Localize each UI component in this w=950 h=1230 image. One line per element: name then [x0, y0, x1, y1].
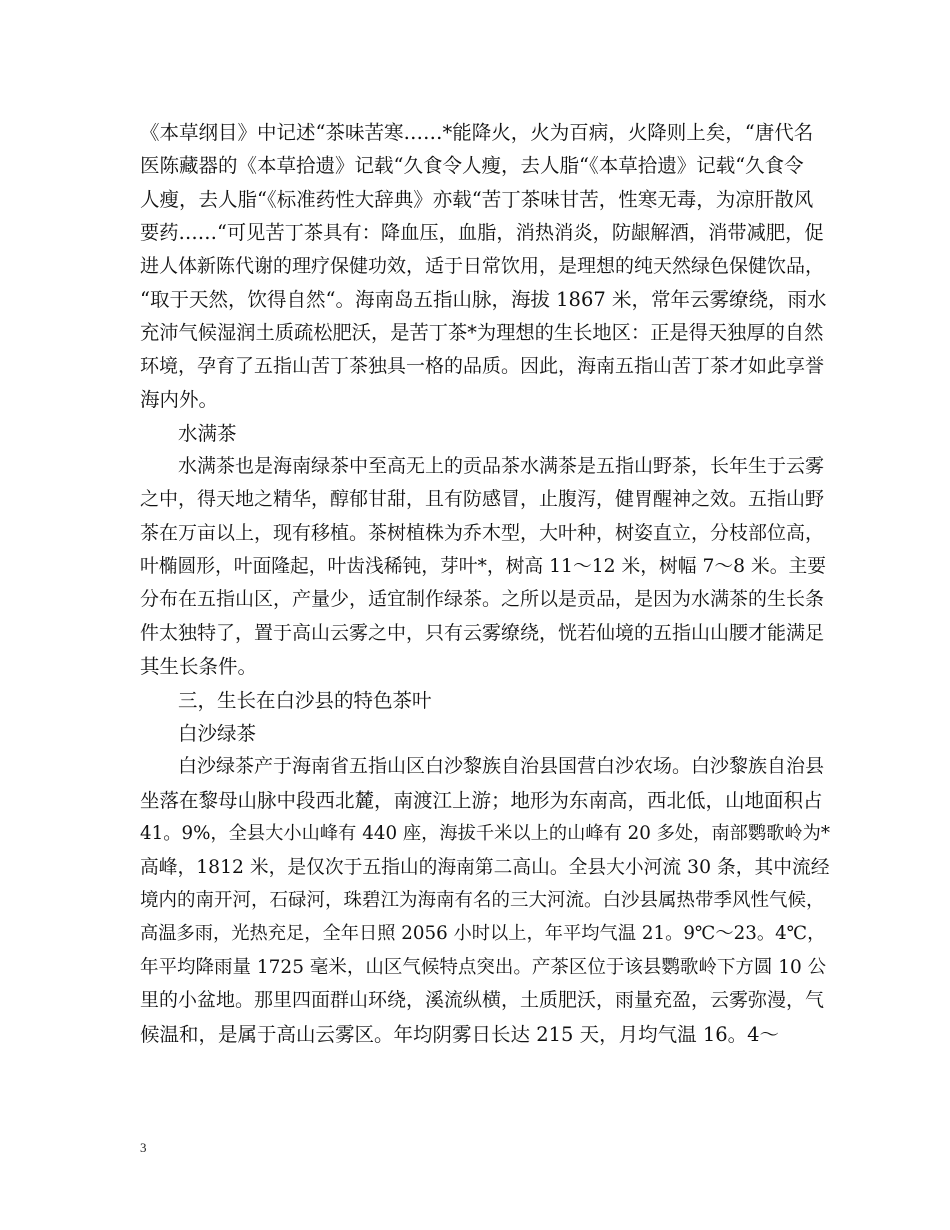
text-line: 人瘦，去人脂“《标准药性大辞典》亦载“苦丁茶味甘苦，性寒无毒，为凉肝散风 [140, 187, 814, 211]
text-line: 分布在五指山区，产量少，适宜制作绿茶。之所以是贡品，是因为水满茶的生长条 [140, 588, 825, 611]
text-line: 茶在万亩以上，现有移植。茶树植株为乔木型，大叶种，树姿直立，分枝部位高， [140, 521, 825, 544]
text-line: 41。9%，全县大小山峰有 440 座，海拔千米以上的山峰有 20 多处，南部鹦歌岭为* [140, 823, 831, 845]
text-line: 坐落在黎母山脉中段西北麓，南渡江上游；地形为东南高，西北低，山地面积占 [140, 788, 823, 812]
text-line: 环境，孕育了五指山苦丁茶独具一格的品质。因此，海南五指山苦丁茶才如此享誉 [140, 354, 825, 377]
text-line: 高温多雨，光热充足，全年日照 2056 小时以上，年平均气温 21。9℃～23。4℃， [140, 923, 826, 945]
page-number: 3 [140, 1140, 147, 1155]
text-line: 候温和，是属于高山云雾区。年均阴雾日长达 215 天，月均气温 16。4～ [140, 1022, 780, 1046]
text-line: 进人体新陈代谢的理疗保健功效，适于日常饮用，是理想的纯天然绿色保健饮品， [140, 254, 825, 277]
text-line: 件太独特了，置于高山云雾之中，只有云雾缭绕，恍若仙境的五指山山腰才能满足 [140, 621, 825, 644]
text-line: 高峰，1812 米，是仅次于五指山的海南第二高山。全县大小河流 30 条，其中流经 [140, 856, 830, 878]
text-line: 之中，得天地之精华，醇郁甘甜，且有防感冒，止腹泻，健胃醒神之效。五指山野 [140, 488, 825, 511]
text-line: 里的小盆地。那里四面群山环绕，溪流纵横，土质肥沃，雨量充盈，云雾弥漫，气 [140, 989, 825, 1012]
text-line: “取于天然，饮得自然“。海南岛五指山脉，海拔 1867 米，常年云雾缭绕，雨水 [140, 287, 827, 311]
text-line: 其生长条件。 [140, 655, 258, 679]
text-line: 要药……“可见苦丁茶具有：降血压，血脂，消热消炎，防龈解酒，消带减肥，促 [140, 221, 824, 245]
text-line: 三，生长在白沙县的特色茶叶 [178, 688, 432, 712]
text-line: 叶椭圆形，叶面隆起，叶齿浅稀钝，芽叶*，树高 11～12 米，树幅 7～8 米。主要 [140, 556, 827, 578]
text-line: 水满茶也是海南绿茶中至高无上的贡品茶水满茶是五指山野茶，长年生于云雾 [178, 454, 825, 477]
text-line: 海内外。 [140, 388, 219, 412]
text-line: 《本草纲目》中记述“茶味苦寒……*能降火，火为百病，火降则上矣，“唐代名 [140, 121, 814, 144]
text-line: 境内的南开河，石碌河，珠碧江为海南有名的三大河流。白沙县属热带季风性气候， [140, 889, 825, 911]
text-line: 白沙绿茶产于海南省五指山区白沙黎族自治县国营白沙农场。白沙黎族自治县 [178, 755, 825, 778]
text-line: 年平均降雨量 1725 毫米，山区气候特点突出。产茶区位于该县鹦歌岭下方圆 10 公 [140, 956, 827, 978]
document-body [140, 116, 830, 1051]
text-line: 水满茶 [178, 421, 237, 445]
text-line: 白沙绿茶 [178, 722, 257, 746]
text-line: 医陈藏器的《本草拾遗》记载“久食令人瘦，去人脂“《本草拾遗》记载“久食令 [140, 154, 804, 178]
text-line: 充沛气候湿润土质疏松肥沃，是苦丁茶*为理想的生长地区：正是得天独厚的自然 [140, 321, 824, 345]
